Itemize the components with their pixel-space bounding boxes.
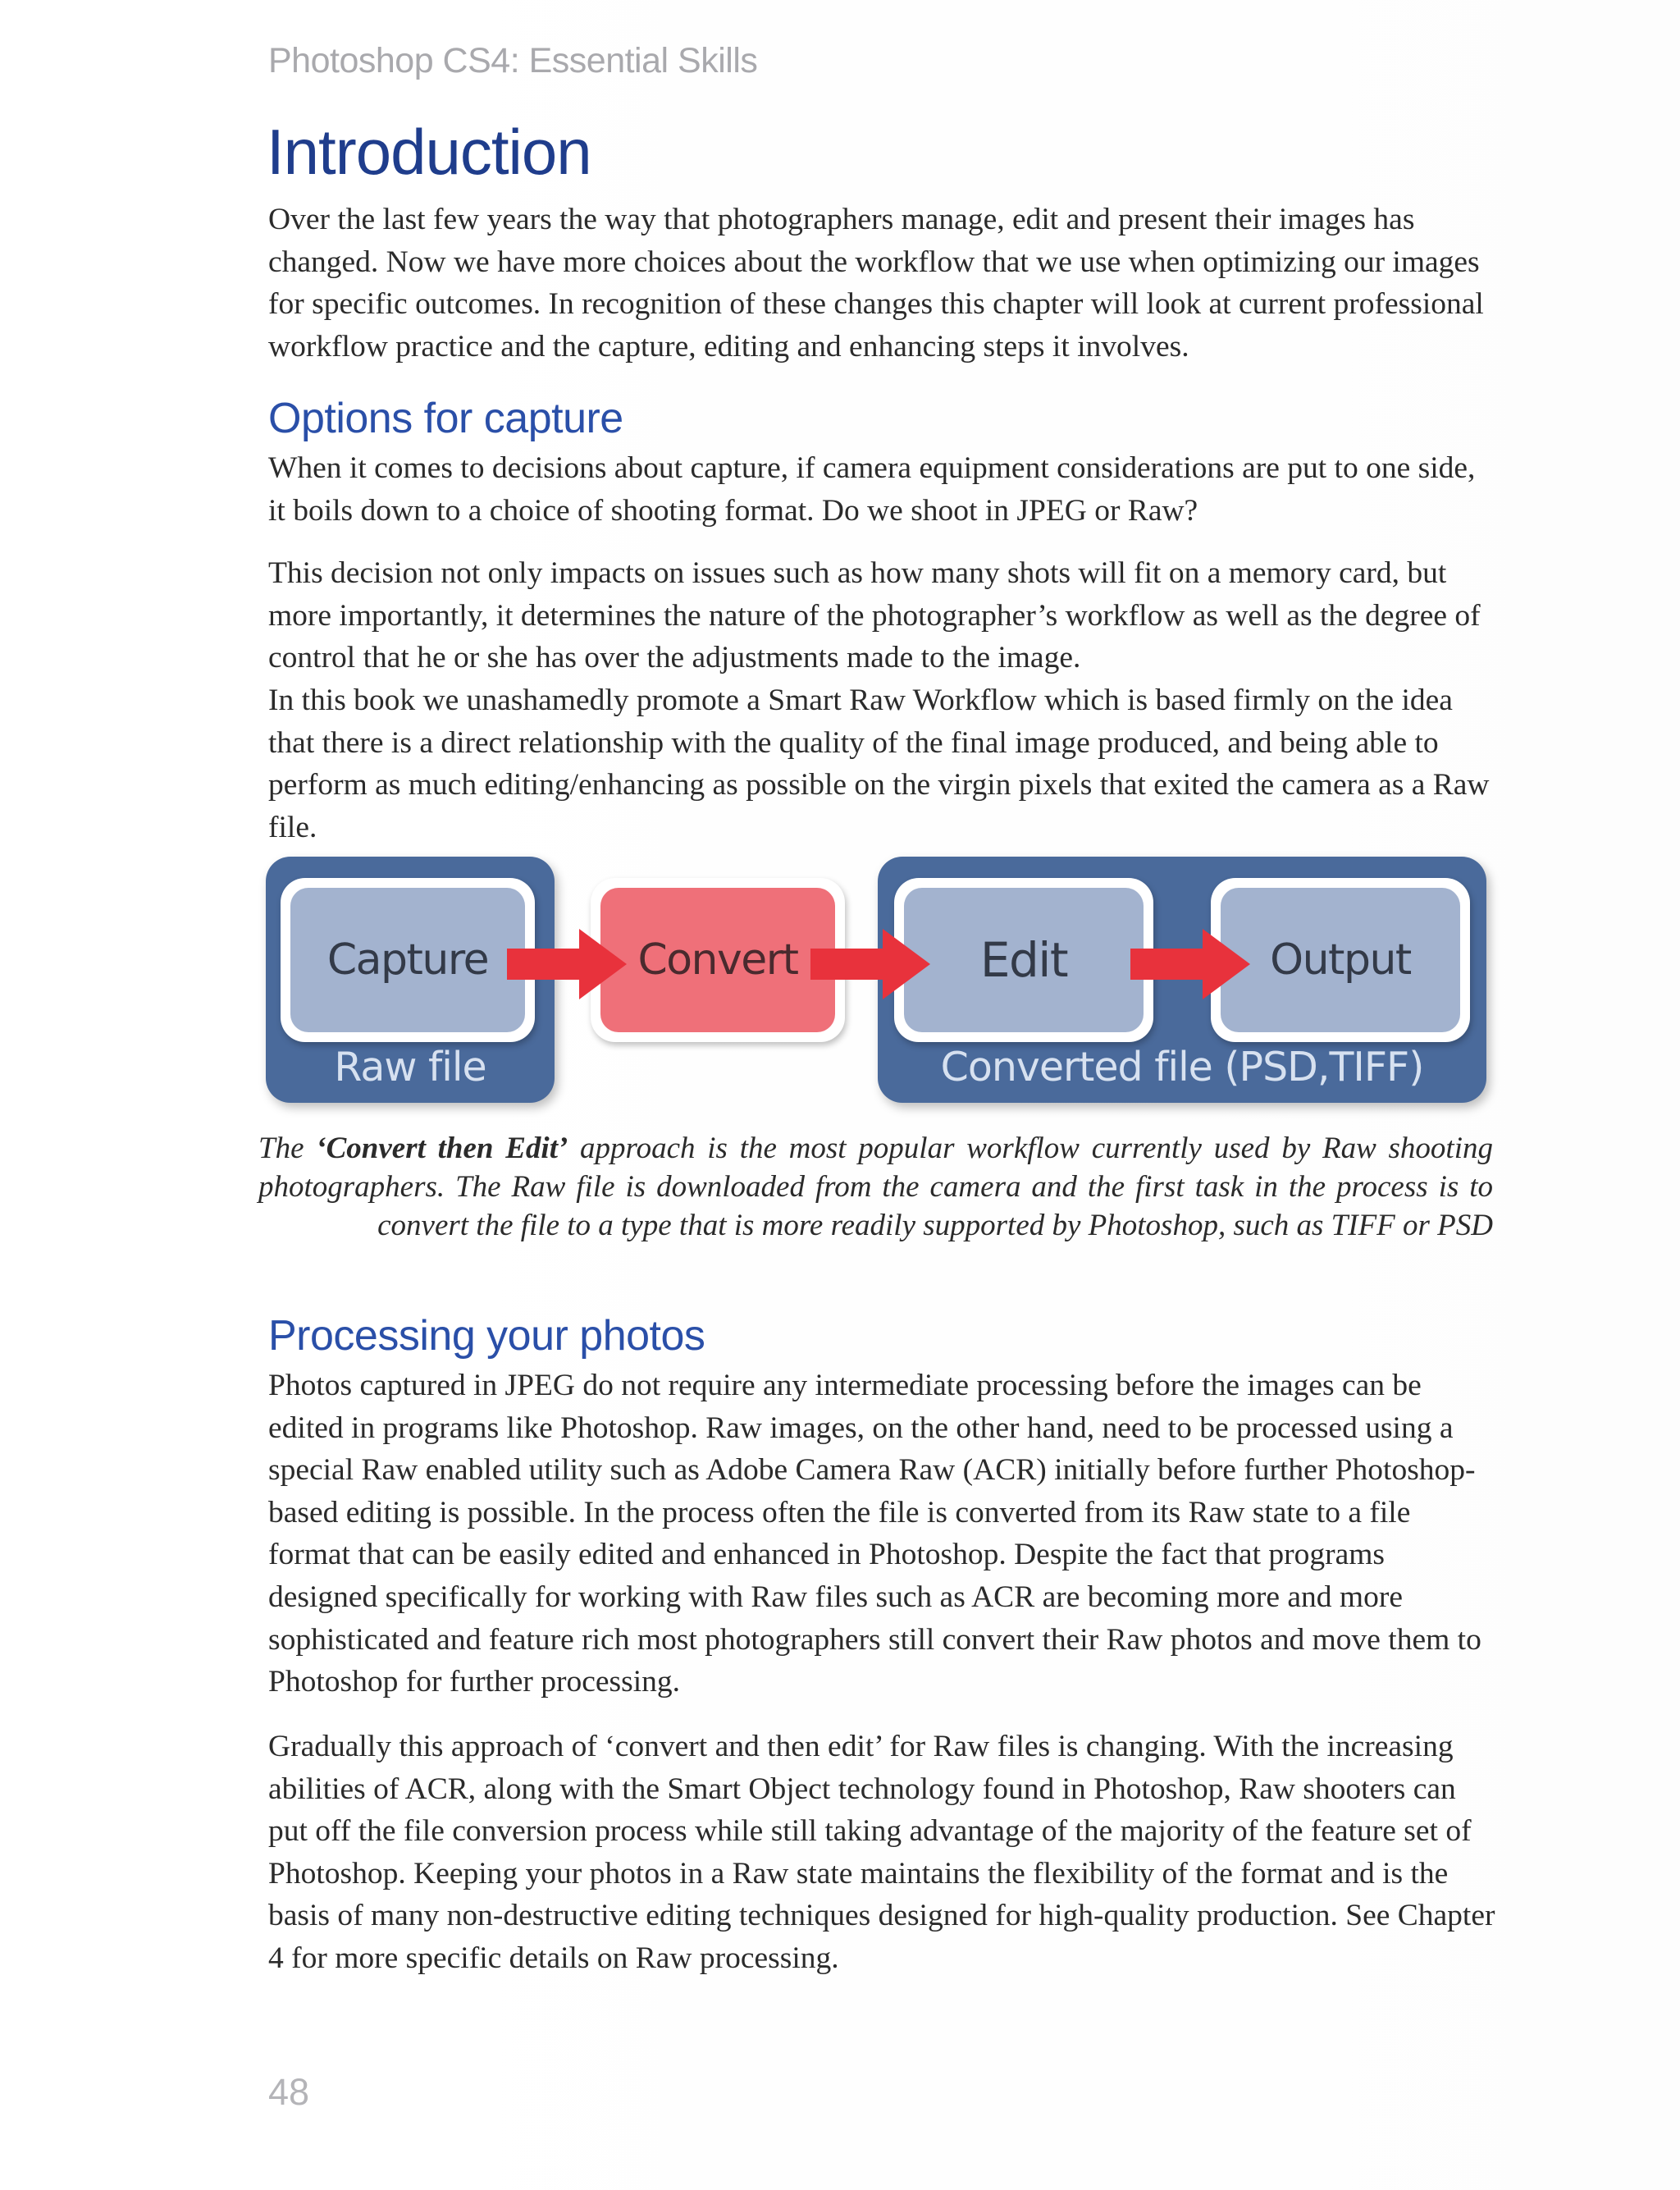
page-title: Introduction	[267, 116, 591, 188]
capture-paragraph-1: When it comes to decisions about capture, if camera equipment considerations are put to one side, it boils down to a choice of shooting format. Do we shoot in JPEG or Raw?	[268, 451, 1476, 528]
running-header: Photoshop CS4: Essential Skills	[268, 41, 758, 80]
convert-stage-label: Convert	[600, 888, 835, 1032]
workflow-diagram	[261, 853, 1491, 1108]
arrow-right-icon	[810, 927, 934, 1001]
page-number: 48	[268, 2071, 310, 2113]
arrow-right-icon	[1130, 927, 1253, 1001]
capture-paragraph-2: This decision not only impacts on issues such as how many shots will fit on a memory card, but more importantly, it determines the nature of the photographer’s workflow as well as the degree of control that he or she has over the adjustments made to the image.	[268, 556, 1481, 675]
output-stage-label: Output	[1221, 888, 1460, 1032]
edit-stage-label: Edit	[904, 888, 1144, 1032]
raw-file-label: Raw file	[334, 1044, 486, 1090]
capture-heading: Options for capture	[268, 395, 623, 442]
processing-heading: Processing your photos	[268, 1312, 705, 1360]
caption-text: approach is the most popular workflow currently used by Raw shooting photographers. The Raw file is downloaded from the camera and the first task in the process is to convert the file to a type that is more readily supported by Photoshop, such as TIFF or PSD	[258, 1132, 1493, 1242]
processing-paragraph-2: Gradually this approach of ‘convert and then edit’ for Raw files is changing. With the increasing abilities of ACR, along with the Smart Object technology found in Photoshop, Raw shooters can put off the file conversion process while still taking advantage of the majority of the feature set of Photoshop. Keeping your photos in a Raw state maintains the flexibility of the format and is the basis of many non-destructive editing techniques designed for high-quality production. See Chapter 4 for more specific details on Raw processing.	[268, 1730, 1495, 1975]
arrow-right-icon	[507, 927, 630, 1001]
converted-file-label: Converted file (PSD,TIFF)	[940, 1044, 1424, 1090]
diagram-caption	[258, 1129, 1493, 1245]
capture-paragraph-3: In this book we unashamedly promote a Smart Raw Workflow which is based firmly on the idea that there is a direct relationship with the quality of the final image produced, and being able to perform as much editing/enhancing as possible on the virgin pixels that exited the camera as a Raw file.	[268, 684, 1490, 844]
capture-stage	[281, 878, 535, 1042]
caption-prefix: The	[258, 1132, 317, 1165]
caption-emphasis: ‘Convert then Edit’	[316, 1132, 568, 1165]
processing-paragraph-1: Photos captured in JPEG do not require any intermediate processing before the images can be edited in programs like Photoshop. Raw images, on the other hand, need to be processed using a special Raw enabled utility such as Adobe Camera Raw (ACR) initially before further Photoshop-based editing is possible. In the process often the file is converted from its Raw state to a file format that can be easily edited and enhanced in Photoshop. Despite the fact that programs designed specifically for working with Raw files such as ACR are becoming more and more sophisticated and feature rich most photographers still convert their Raw photos and move them to Photoshop for further processing.	[268, 1369, 1481, 1699]
capture-stage-label: Capture	[290, 888, 525, 1032]
intro-paragraph: Over the last few years the way that photographers manage, edit and present their images has changed. Now we have more choices about the workflow that we use when optimizing our images for specific outcomes. In recognition of these changes this chapter will look at current professional workflow practice and the capture, editing and enhancing steps it involves.	[268, 203, 1484, 363]
